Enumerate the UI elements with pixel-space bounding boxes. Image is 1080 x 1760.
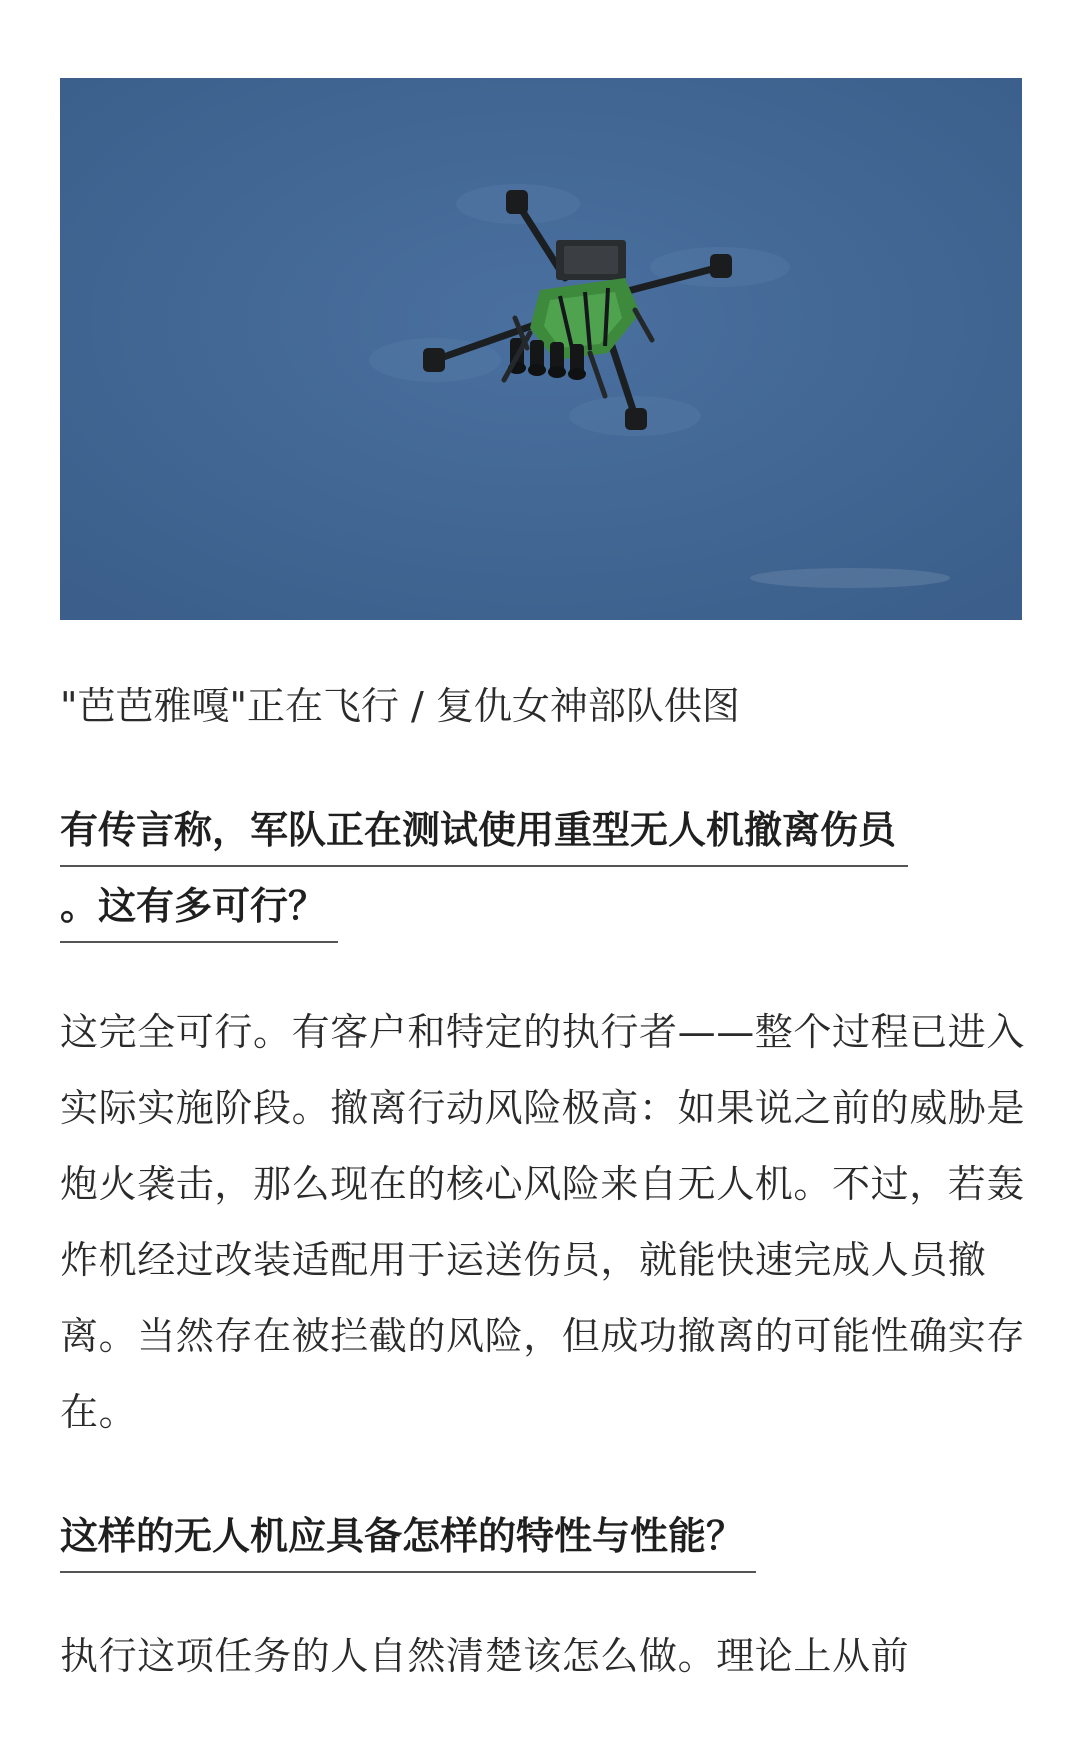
section-heading [60,792,1040,944]
photo-caption: "芭芭雅嘎"正在飞行 / 复仇女神部队供图 [60,684,740,728]
drone-illustration [60,78,1022,620]
heading-line: 有传言称，军队正在测试使用重型无人机撤离伤员 [60,795,908,867]
answer-paragraph: 执行这项任务的人自然清楚该怎么做。理论上从前 [60,1634,910,1678]
answer-paragraph: 这完全可行。有客户和特定的执行者——整个过程已进入实际实施阶段。撤离行动风险极高：如果说之前的威胁是炮火袭击，那么现在的核心风险来自无人机。不过，若轰炸机经过改装适配用于运送伤员，就能快速完成人员撤离。当然存在被拦截的风险，但成功撤离的可能性确实存在。 [60,1010,1026,1434]
drone-photo [60,78,1022,620]
heading-line: 。这有多可行？ [60,871,338,943]
section-heading [60,1498,1040,1574]
heading-line: 这样的无人机应具备怎样的特性与性能？ [60,1501,756,1573]
